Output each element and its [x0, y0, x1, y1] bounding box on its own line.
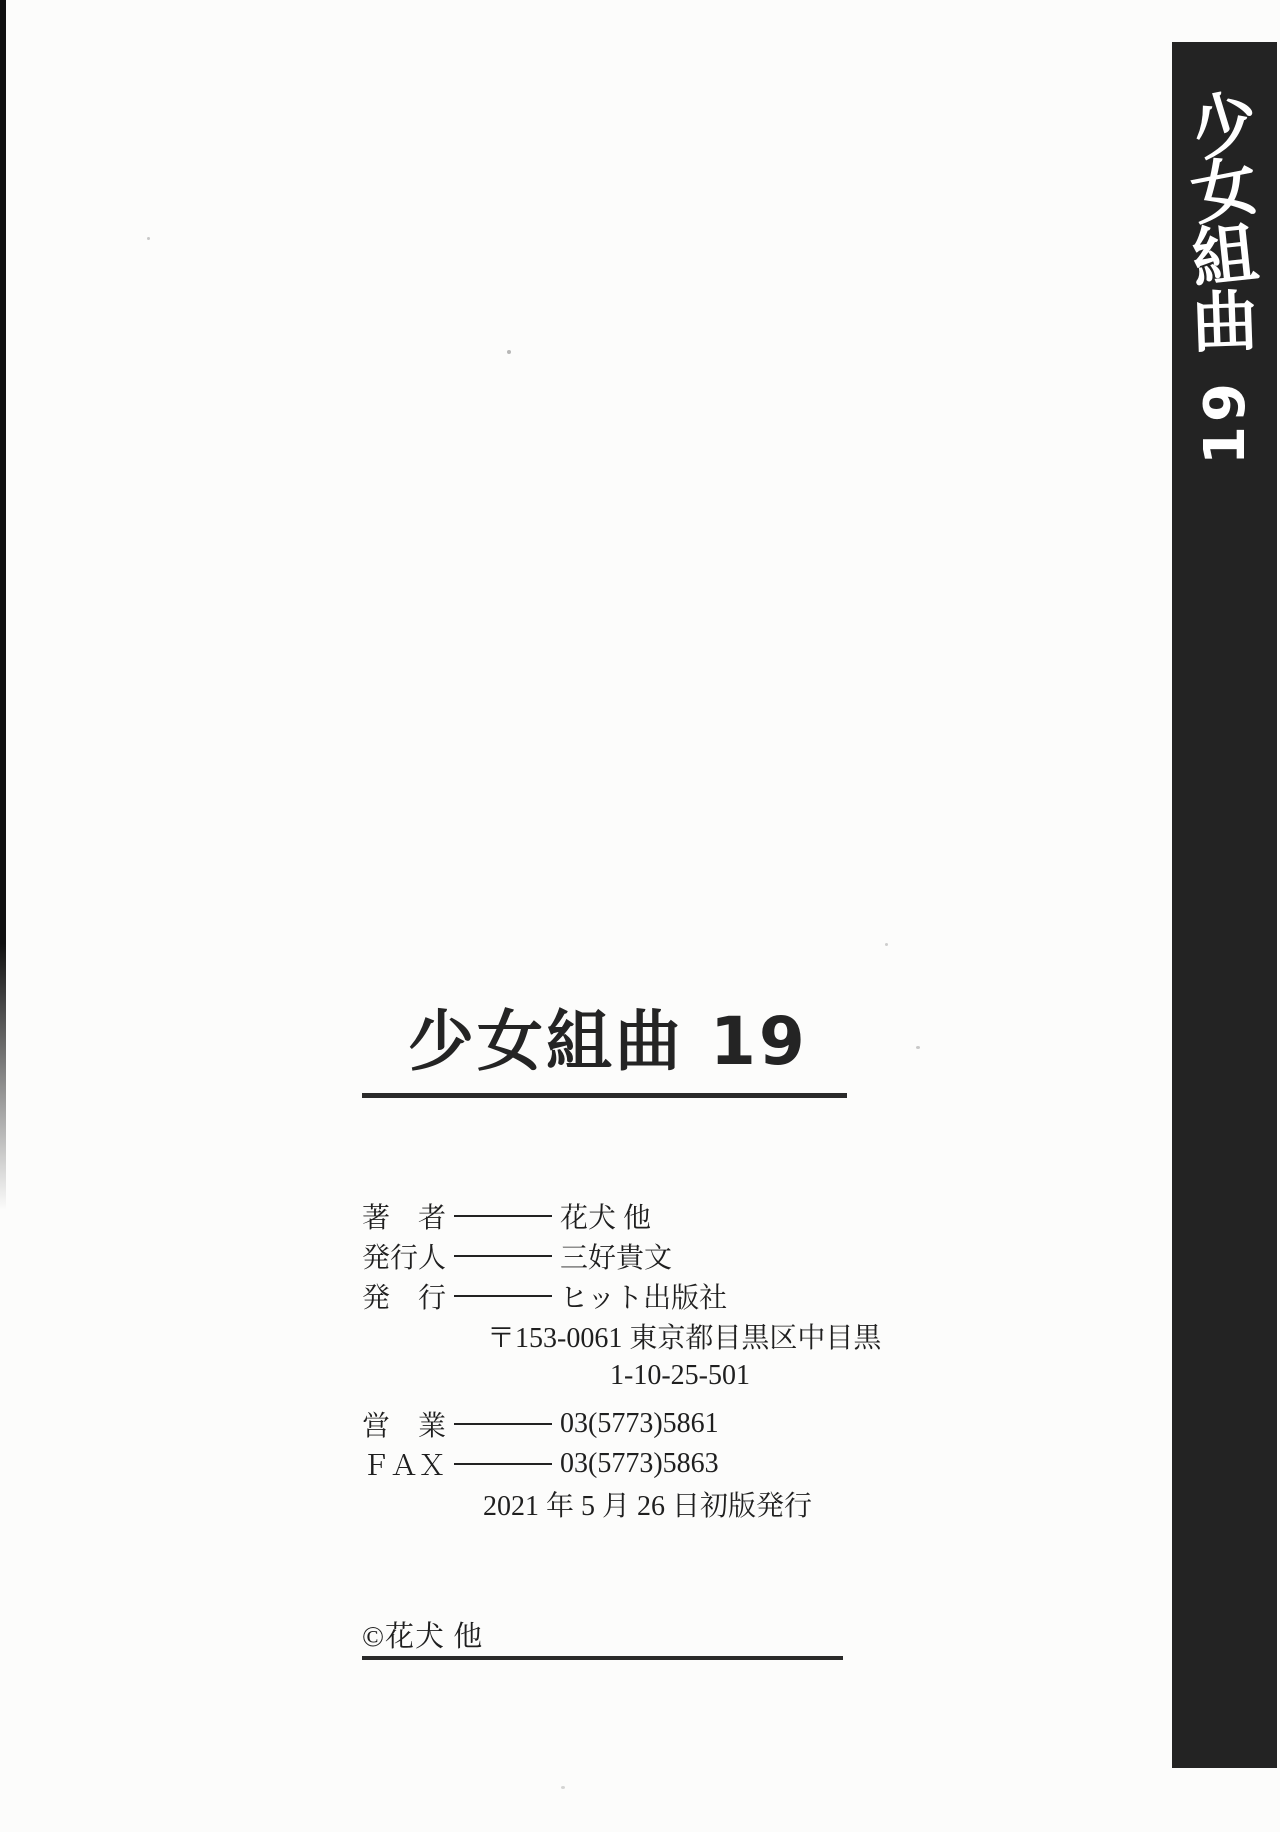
colophon-row-author	[362, 1196, 1062, 1236]
scan-speck	[147, 237, 150, 240]
leader-dash	[454, 1276, 560, 1316]
scan-speck	[885, 943, 888, 946]
row-label: 発行人	[362, 1243, 447, 1274]
spine-title-vertical	[1172, 78, 1277, 468]
spine-volume-number: 19	[1192, 379, 1257, 465]
colophon-row-sales-phone	[362, 1404, 1062, 1444]
scan-speck	[916, 1046, 920, 1049]
colophon-row-publisher-person	[362, 1236, 1062, 1276]
bottom-underline	[362, 1656, 843, 1660]
row-value: 花犬 他	[560, 1203, 652, 1234]
spine-title-char: 曲	[1190, 282, 1259, 363]
spine-title-char: 少	[1181, 78, 1268, 171]
scan-edge-artifact	[0, 0, 6, 1210]
edition-date-line	[362, 1484, 1062, 1524]
colophon-details	[362, 1196, 1062, 1524]
row-value: 2021 年 5 月 26 日初版発行	[483, 1491, 813, 1522]
row-value: 03(5773)5861	[560, 1408, 719, 1439]
publisher-address-line	[362, 1316, 1062, 1356]
publisher-address-line	[362, 1356, 1062, 1396]
copyright-line: ©花犬 他	[362, 1621, 484, 1653]
row-label: 著 者	[362, 1203, 447, 1234]
row-label: ＦＡＸ	[362, 1451, 447, 1482]
spine-title-char: 女	[1184, 146, 1265, 235]
row-label: 営 業	[362, 1411, 447, 1442]
colophon-row-publishing-house	[362, 1276, 1062, 1316]
leader-dash	[454, 1404, 560, 1444]
row-value: 1-10-25-501	[610, 1360, 750, 1391]
spine-bar	[1172, 42, 1277, 1768]
leader-dash	[454, 1444, 560, 1484]
spine-title-char: 組	[1187, 214, 1262, 299]
leader-dash	[454, 1236, 560, 1276]
scan-speck	[561, 1786, 565, 1789]
title-underline	[362, 1093, 847, 1098]
row-value: ヒット出版社	[560, 1283, 728, 1314]
row-value: 三好貴文	[560, 1243, 673, 1274]
row-label: 発 行	[362, 1283, 447, 1314]
row-value: 〒153-0061 東京都目黒区中目黒	[487, 1323, 882, 1354]
scan-speck	[507, 350, 511, 354]
colophon-row-fax	[362, 1444, 1062, 1484]
leader-dash	[454, 1196, 560, 1236]
book-title: 少女組曲 19	[408, 1003, 808, 1080]
row-value: 03(5773)5863	[560, 1448, 719, 1479]
